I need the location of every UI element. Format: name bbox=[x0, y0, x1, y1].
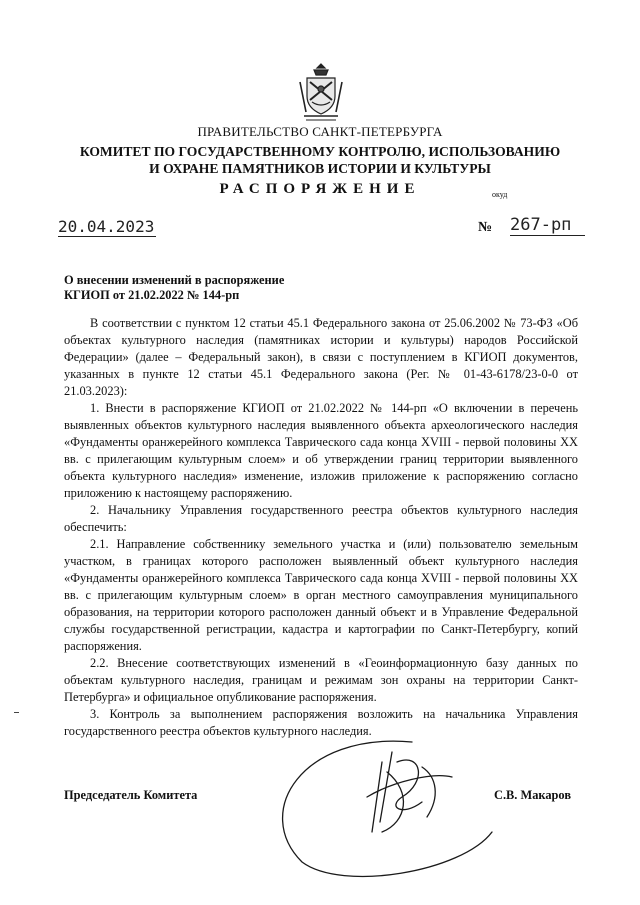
paragraph-2: 2. Начальнику Управления государственного реестра объектов культурного наследия обеспечить: bbox=[64, 503, 578, 534]
committee-title-line2: И ОХРАНЕ ПАМЯТНИКОВ ИСТОРИИ И КУЛЬТУРЫ bbox=[149, 161, 491, 176]
coat-of-arms-icon bbox=[298, 62, 344, 124]
subject-line2: КГИОП от 21.02.2022 № 144-рп bbox=[64, 288, 240, 302]
signatory-position: Председатель Комитета bbox=[64, 788, 198, 802]
number-label: № bbox=[478, 220, 493, 235]
committee-title-line1: КОМИТЕТ ПО ГОСУДАРСТВЕННОМУ КОНТРОЛЮ, ИСПОЛЬЗОВАНИЮ bbox=[79, 144, 561, 159]
paragraph-2-2: 2.2. Внесение соответствующих изменений в «Геоинформационную базу данных по объектам культурного наследия, границам и режимам зон охраны на территории Санкт-Петербурга» и официальное опубликование распоряжения. bbox=[64, 656, 578, 704]
subject-line1: О внесении изменений в распоряжение bbox=[64, 273, 285, 287]
document-number: 267-рп bbox=[510, 216, 585, 236]
document-body bbox=[64, 315, 578, 740]
okud-label: окуд bbox=[492, 190, 508, 199]
paragraph-2-1: 2.1. Направление собственнику земельного участка и (или) пользователю земельным участком, в границах которого расположен выявленный объект культурного наследия «Фундаменты оранжерейного комплекса Таврического сада конца XVIII - первой половины XX вв. с прилегающим культурным слоем» в орган местного самоуправления муниципального образования, на территории которого расположен данный объект и в Управление Федеральной службы государственной регистрации, кадастра и картографии по Санкт-Петербургу, копий распоряжения. bbox=[64, 537, 578, 653]
document-type: РАСПОРЯЖЕНИЕ bbox=[219, 181, 421, 197]
paragraph-preamble: В соответствии с пунктом 12 статьи 45.1 Федерального закона от 25.06.2002 № 73-ФЗ «Об объектах культурного наследия (памятниках истории и культуры) народов Российской Федерации» (далее – Федеральный закон), в связи с поступлением в КГИОП документов, указанных в пункте 12 статьи 45.1 Федерального закона (Рег. № 01-43-6178/23-0-0 от 21.03.2023): bbox=[64, 316, 578, 398]
signatory-name: С.В. Макаров bbox=[494, 788, 572, 802]
government-title: ПРАВИТЕЛЬСТВО САНКТ-ПЕТЕРБУРГА bbox=[197, 124, 443, 139]
document-date: 20.04.2023 bbox=[58, 217, 155, 236]
handwritten-signature bbox=[262, 722, 502, 882]
paragraph-3: 3. Контроль за выполнением распоряжения возложить на начальника Управления государственного реестра объектов культурного наследия. bbox=[64, 707, 578, 738]
margin-mark bbox=[14, 712, 19, 713]
paragraph-1: 1. Внести в распоряжение КГИОП от 21.02.2022 № 144-рп «О включении в перечень выявленных объектов культурного наследия выявленного объекта археологического наследия «Фундаменты оранжерейного комплекса Таврического сада конца XVIII - первой половины XX вв. с прилегающим культурным слоем» и об утверждении границ территории выявленного объекта культурного наследия» изменение, изложив приложение к распоряжению согласно приложению к настоящему распоряжению. bbox=[64, 401, 578, 500]
document-subject bbox=[64, 273, 284, 303]
